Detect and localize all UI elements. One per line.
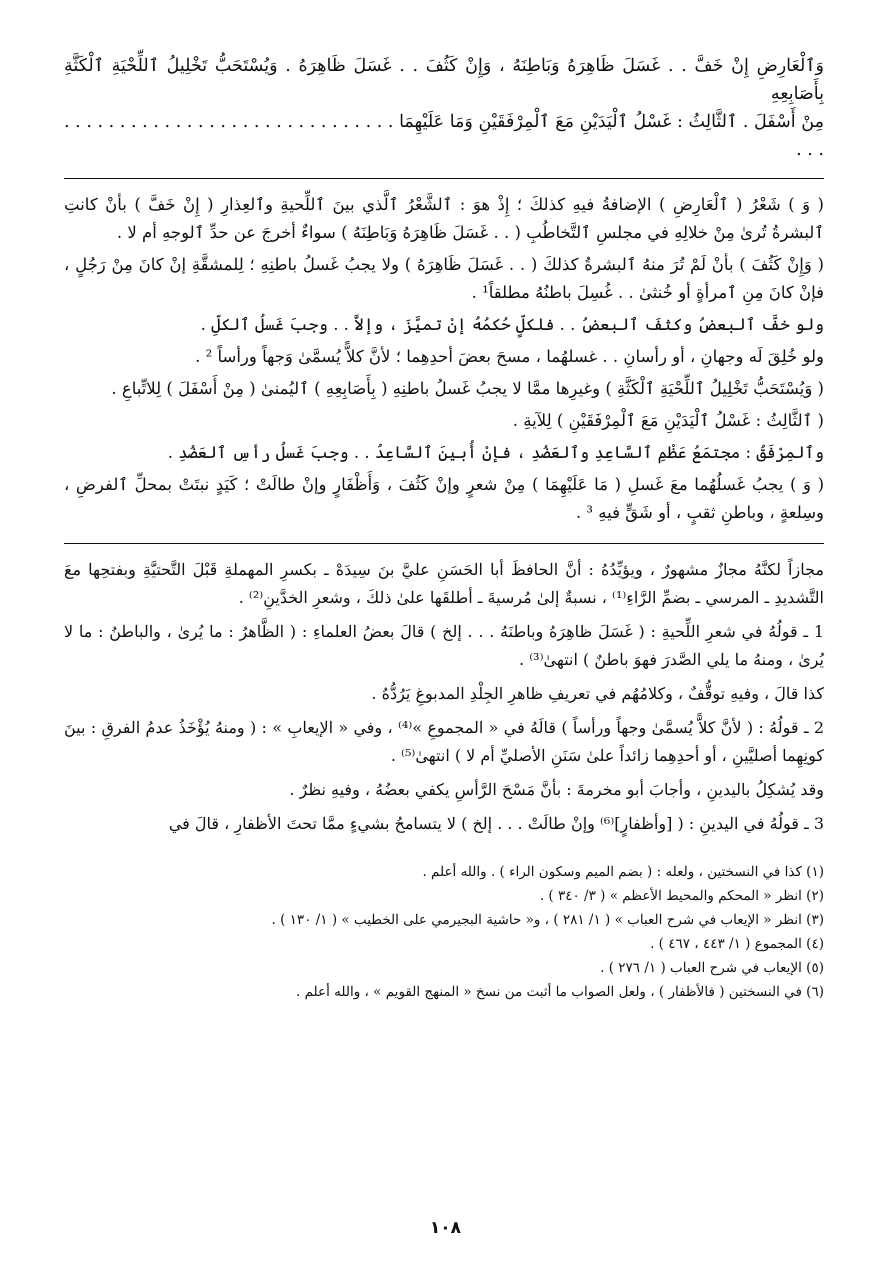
matn-line-dots: . . . . . . . . . . . . . . . . . . . . . . . . . . . . . . . . <box>64 112 824 160</box>
sharh-paragraph: ( وَإِنْ كَثُفَ ) بأنْ لَمْ تُرَ منهُ ٱلبشرةُ كذلكَ ( . . غَسَلَ ظَاهِرَهُ ) ولا يجبُ غَسلُ باطنِهِ ؛ لِلمشقَّةِ إنْ كانَ مِنْ رَجُلٍ ، فإنْ كانَ مِنِ ٱمرأةٍ أو خُنثىٰ . . غُسِلَ باطنُهُ مطلقاً¹ . <box>64 255 824 302</box>
footnote-item: (٤) المجموع ( ١/ ٤٤٣ ، ٤٦٧ ) . <box>650 936 824 952</box>
footnote-item: (٢) انظر « المحكم والمحيط الأعظم » ( ٣/ ٣٤٠ ) . <box>539 888 824 904</box>
hashiya-paragraph: 3 ـ قولُهُ في اليدينِ : ( [وأظفارٍ]⁽⁶⁾ وإنْ طالَتْ . . . إلخ ) لا يتسامحُ بشيءٍ ممَّا تحتَ الأظفارِ ، قالَ في <box>168 814 824 833</box>
footnote-item: (٦) في النسختين ( فالأظفار ) ، ولعل الصواب ما أثبت من نسخ « المنهج القويم » ، والله أعلم . <box>295 984 824 1000</box>
page-number: ١٠٨ <box>429 1218 462 1238</box>
matn-line: وَٱلْعَارِضِ إِنْ خَفَّ . . غَسَلَ ظَاهِرَهُ وَبَاطِنَهُ ، وَإِنْ كَثُفَ . . غَسَلَ ظَاهِرَهُ . وَيُسْتَحَبُّ تَخْلِيلُ ٱللِّحْيَةِ ٱلْكَثَّةِ بِأَصَابِعِهِ <box>64 56 824 104</box>
matn-separator-rule <box>64 178 824 179</box>
hashiya-separator-rule <box>64 543 824 544</box>
sharh-paragraph: ( وَيُسْتَحَبُّ تَخْلِيلُ ٱللِّحْيَةِ ٱلْكَثَّةِ ) وغيرِها ممَّا لا يجبُ غَسلُ باطنِهِ ( بِأَصَابِعِهِ ) ٱليُمنىٰ ( مِنْ أَسْفَلَ ) لِلاتِّباعِ . <box>111 379 824 398</box>
sharh-paragraph: ( وَ ) شَعْرُ ( ٱلْعَارِضِ ) الإضافةُ فيهِ كذلكَ ؛ إِذْ هوَ : ٱلشَّعْرُ ٱلَّذي بينَ ٱللِّحيةِ وٱلعِذارِ ( إِنْ خَفَّ ) بأنْ كانتِ ٱلبشرةُ تُرىٰ مِنْ خلالِهِ في مجلسِ ٱلتَّخاطُبِ ( . . غَسَلَ ظَاهِرَهُ وَبَاطِنَهُ ) سواءٌ أخرجَ عن حدِّ ٱلوجهِ أم لا . <box>64 195 824 242</box>
book-page <box>64 52 824 1004</box>
hashiya-paragraph: 1 ـ قولُهُ في شعرِ اللِّحيةِ : ( غَسَلَ ظاهِرَهُ وباطنَهُ . . . إلخ ) قالَ بعضُ العلماءِ : ( الظَّاهرُ : ما يُرىٰ ، والباطنُ : ما لا يُرىٰ ، ومنهُ ما يلي الصَّدرَ فهوَ باطنٌ ) انتهىٰ⁽³⁾ . <box>64 622 824 669</box>
matn-line-text: مِنْ أَسْفَلَ . ٱلثَّالِثُ : غَسْلُ ٱلْيَدَيْنِ مَعَ ٱلْمِرْفَقَيْنِ وَمَا عَلَيْهِمَا . <box>387 112 824 132</box>
sharh-paragraph: ولو خفَّ ٱلبعضُ وكثفَ ٱلبعضُ . . فلكلٍّ حُكمُهُ إنْ تميَّزَ ، وإلاَّ . . وجبَ غَسلُ ٱلكلِّ . <box>200 315 824 334</box>
hashiya-paragraph: كذا قالَ ، وفيهِ توقُّفٌ ، وكلامُهُم في تعريفِ ظاهرِ الجِلْدِ المدبوغِ يَرُدُّهُ . <box>371 684 824 703</box>
footnote-item: (٣) انظر « الإيعاب في شرح العباب » ( ١/ ٢٨١ ) ، و« حاشية البجيرمي على الخطيب » ( ١/ ١٣٠ ) . <box>271 912 824 928</box>
sharh-paragraph: وٱلمِرْفَقُ : مجتمَعُ عَظْمِ ٱلسَّاعِدِ وٱلعَضُدِ ، فإنْ أُبينَ ٱلسَّاعِدُ . . وجبَ غَسلُ رأسِ ٱلعَضُدِ . <box>167 443 824 462</box>
hashiya-notes-block <box>64 556 824 838</box>
sharh-paragraph: ولو خُلِقَ لَه وجهانِ ، أو رأسانِ . . غسلهُما ، مسحَ بعضَ أحدِهِما ؛ لأنَّ كلاًّ يُسمَّىٰ وَجهاً ورأساً ² . <box>195 347 824 366</box>
hashiya-paragraph: مجازاً لكنَّهُ مجازٌ مشهورٌ ، ويؤيِّدُهُ : أنَّ الحافظَ أبا الحَسَنِ عليَّ بنَ سِيدَهْ ـ بكسرِ المهملةِ قَبْلَ التَّحتيَّةِ وبفتحِها معَ التَّشديدِ ـ المرسي ـ بضمِّ الرَّاءِ⁽¹⁾ ، نسبةٌ إلىٰ مُرسيةَ ـ أطلقَها علىٰ ذلكَ ، وشعرِ الخدَّينِ⁽²⁾ . <box>64 560 825 607</box>
hashiya-paragraph: وقد يُشكِلُ باليدينِ ، وأجابَ أبو مخرمةَ : بأنَّ مَسْحَ الرَّأسِ يكفي بعضُهُ ، وفيهِ نظرٌ . <box>289 780 824 799</box>
footnote-item: (١) كذا في النسختين ، ولعله : ( بضم الميم وسكون الراء ) . والله أعلم . <box>422 864 824 880</box>
sharh-commentary-block <box>64 191 824 527</box>
footnote-item: (٥) الإيعاب في شرح العباب ( ١/ ٢٧٦ ) . <box>600 960 824 976</box>
matn-line <box>64 108 824 164</box>
sharh-paragraph: ( ٱلثَّالِثُ : غَسْلُ ٱلْيَدَيْنِ مَعَ ٱلْمِرْفَقَيْنِ ) لِلآيةِ . <box>512 411 824 430</box>
hashiya-paragraph: 2 ـ قولُهُ : ( لأنَّ كلاًّ يُسمَّىٰ وجهاً ورأساً ) قالَهُ في « المجموعِ »⁽⁴⁾ ، وفي « الإيعابِ » : ( ومنهُ يُؤْخَذُ عدمُ الفرقِ : بينَ كونِهِما أصليَّينِ ، أو أحدِهِما زائداً علىٰ سَنَنِ الأصليِّ أم لا ) انتهىٰ⁽⁵⁾ . <box>64 718 825 765</box>
matn-text-block <box>64 52 824 164</box>
footnotes-block <box>64 860 824 1004</box>
sharh-paragraph: ( وَ ) يجبُ غَسلُهُما معَ غَسلِ ( مَا عَلَيْهِمَا ) مِنْ شعرٍ وإنْ كَثُفَ ، وَأَظْفَارٍ وإنْ طالَتْ ؛ كَيَدٍ نبتَتْ بمحلِّ ٱلفرضِ ، وسِلعةٍ ، وباطنِ ثقبٍ ، أو شَقٍّ فيهِ ³ . <box>64 475 824 522</box>
